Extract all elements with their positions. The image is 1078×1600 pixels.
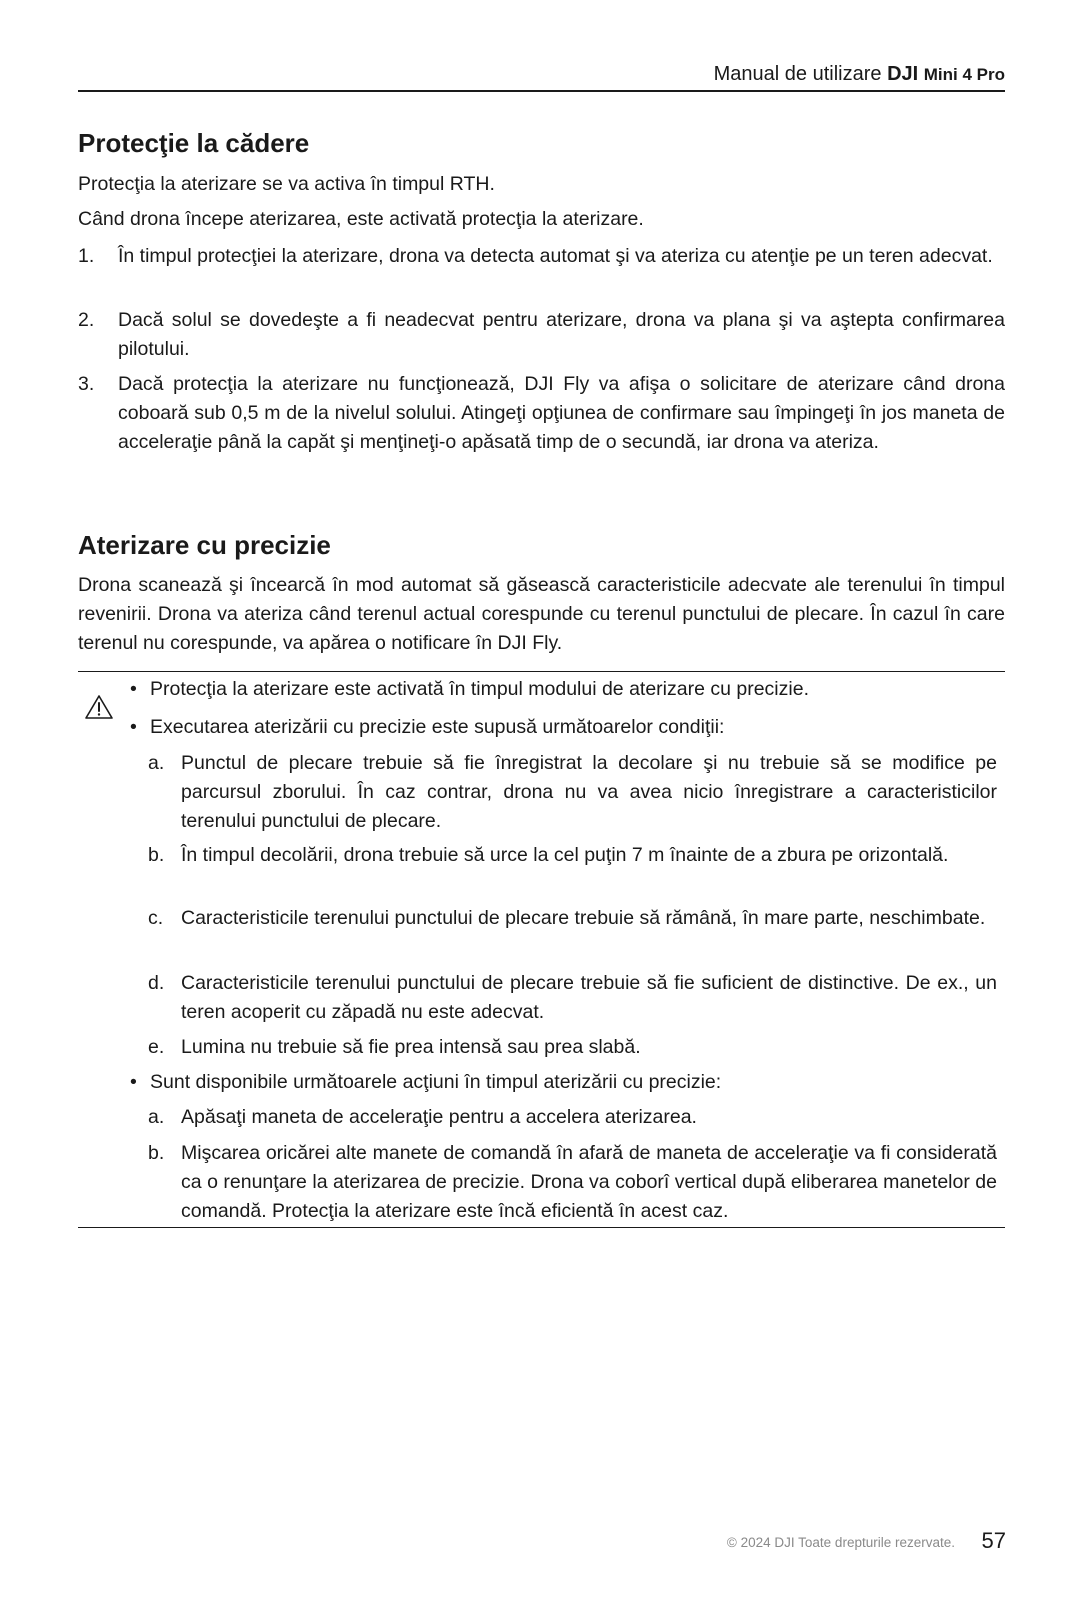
section-title-precision-landing: Aterizare cu precizie <box>78 530 331 560</box>
sub-item <box>148 1033 997 1062</box>
sub-item <box>148 841 997 870</box>
sub-item <box>148 904 997 933</box>
sub-item-letter: e. <box>148 1036 165 1058</box>
item-number: 1. <box>78 245 95 267</box>
sub-item-text: Mişcarea oricărei alte manete de comandă în afară de maneta de acceleraţie va fi considerată ca o renunţare la aterizarea de precizie. Drona va coborî vertical după eliberarea manetelor de comandă. Protecţia la aterizare este încă eficientă în acest caz. <box>181 1142 997 1222</box>
sub-item-text: În timpul decolării, drona trebuie să urce la cel puţin 7 m înainte de a zbura pe orizontală. <box>181 844 949 866</box>
notes-top-rule <box>78 671 1005 672</box>
sub-item-text: Punctul de plecare trebuie să fie înregistrat la decolare şi nu trebuie să se modifice pe parcursul zborului. În caz contrar, drona nu va avea nicio înregistrare a caracteristicilor terenului punctului de plecare. <box>181 752 997 832</box>
note-bullet <box>130 713 1000 742</box>
running-header <box>78 60 1005 88</box>
warning-triangle-icon <box>84 694 114 720</box>
sub-item-letter: b. <box>148 1142 165 1164</box>
bullet-text: Executarea aterizării cu precizie este supusă următoarelor condiţii: <box>150 716 725 738</box>
item-text: Dacă protecţia la aterizare nu funcţionează, DJI Fly va afişa o solicitare de aterizare când drona coboară sub 0,5 m de la nivelul solului. Atingeţi opţiunea de confirmare sau împingeţi în jos maneta de acceleraţie până la capăt şi menţineţi-o apăsată timp de o secundă, iar drona va ateriza. <box>118 373 1005 453</box>
page-number: 57 <box>981 1528 1006 1553</box>
sub-item-text: Apăsaţi maneta de acceleraţie pentru a accelera aterizarea. <box>181 1106 697 1128</box>
note-bullet <box>130 675 1000 704</box>
copyright-notice: © 2024 DJI Toate drepturile rezervate. <box>726 1535 955 1550</box>
model-name: Mini 4 Pro <box>923 65 1005 84</box>
sub-item-text: Caracteristicile terenului punctului de plecare trebuie să rămână, în mare parte, neschimbate. <box>181 907 986 929</box>
bullet-dot: • <box>130 678 137 700</box>
bullet-dot: • <box>130 716 137 738</box>
item-number: 3. <box>78 373 95 395</box>
sub-item-text: Caracteristicile terenului punctului de plecare trebuie să fie suficient de distinctive. De ex., un teren acoperit cu zăpadă nu este adecvat. <box>181 972 997 1023</box>
numbered-item <box>78 242 1005 271</box>
notes-bottom-rule <box>78 1227 1005 1228</box>
item-number: 2. <box>78 309 95 331</box>
sub-item-letter: c. <box>148 907 164 929</box>
sub-item-letter: d. <box>148 972 165 994</box>
section2-paragraph: Drona scanează şi încearcă în mod automat să găsească caracteristicile adecvate ale terenului în timpul revenirii. Drona va ateriza când terenul actual corespunde cu terenul punctului de plecare. În cazul în care terenul nu corespunde, va apărea o notificare în DJI Fly. <box>78 574 1005 654</box>
item-text: În timpul protecţiei la aterizare, drona va detecta automat şi va ateriza cu atenţie pe un teren adecvat. <box>118 245 993 267</box>
note-bullet <box>130 1068 1000 1097</box>
bullet-text: Sunt disponibile următoarele acţiuni în timpul aterizării cu precizie: <box>150 1071 722 1093</box>
section-title-fall-protection: Protecţie la cădere <box>78 128 310 158</box>
sub-item-text: Lumina nu trebuie să fie prea intensă sau prea slabă. <box>181 1036 641 1058</box>
brand-name: DJI <box>887 63 919 85</box>
sub-item-letter: a. <box>148 752 165 774</box>
sub-item <box>148 969 997 1027</box>
bullet-text: Protecţia la aterizare este activată în timpul modului de aterizare cu precizie. <box>150 678 809 700</box>
sub-item <box>148 1139 997 1226</box>
sub-item-letter: b. <box>148 844 165 866</box>
sub-item <box>148 1103 997 1132</box>
manual-label: Manual de utilizare <box>713 63 882 85</box>
item-text: Dacă solul se dovedeşte a fi neadecvat pentru aterizare, drona va plana şi va aştepta confirmarea pilotului. <box>118 309 1005 360</box>
bullet-dot: • <box>130 1071 137 1093</box>
header-divider <box>78 90 1005 92</box>
sub-item-letter: a. <box>148 1106 165 1128</box>
section1-paragraph-2: Când drona începe aterizarea, este activată protecţia la aterizare. <box>78 208 644 230</box>
product-name <box>887 63 1005 85</box>
sub-item <box>148 749 997 836</box>
numbered-item <box>78 306 1005 364</box>
section1-paragraph-1: Protecţia la aterizare se va activa în timpul RTH. <box>78 173 495 195</box>
numbered-item <box>78 370 1005 457</box>
